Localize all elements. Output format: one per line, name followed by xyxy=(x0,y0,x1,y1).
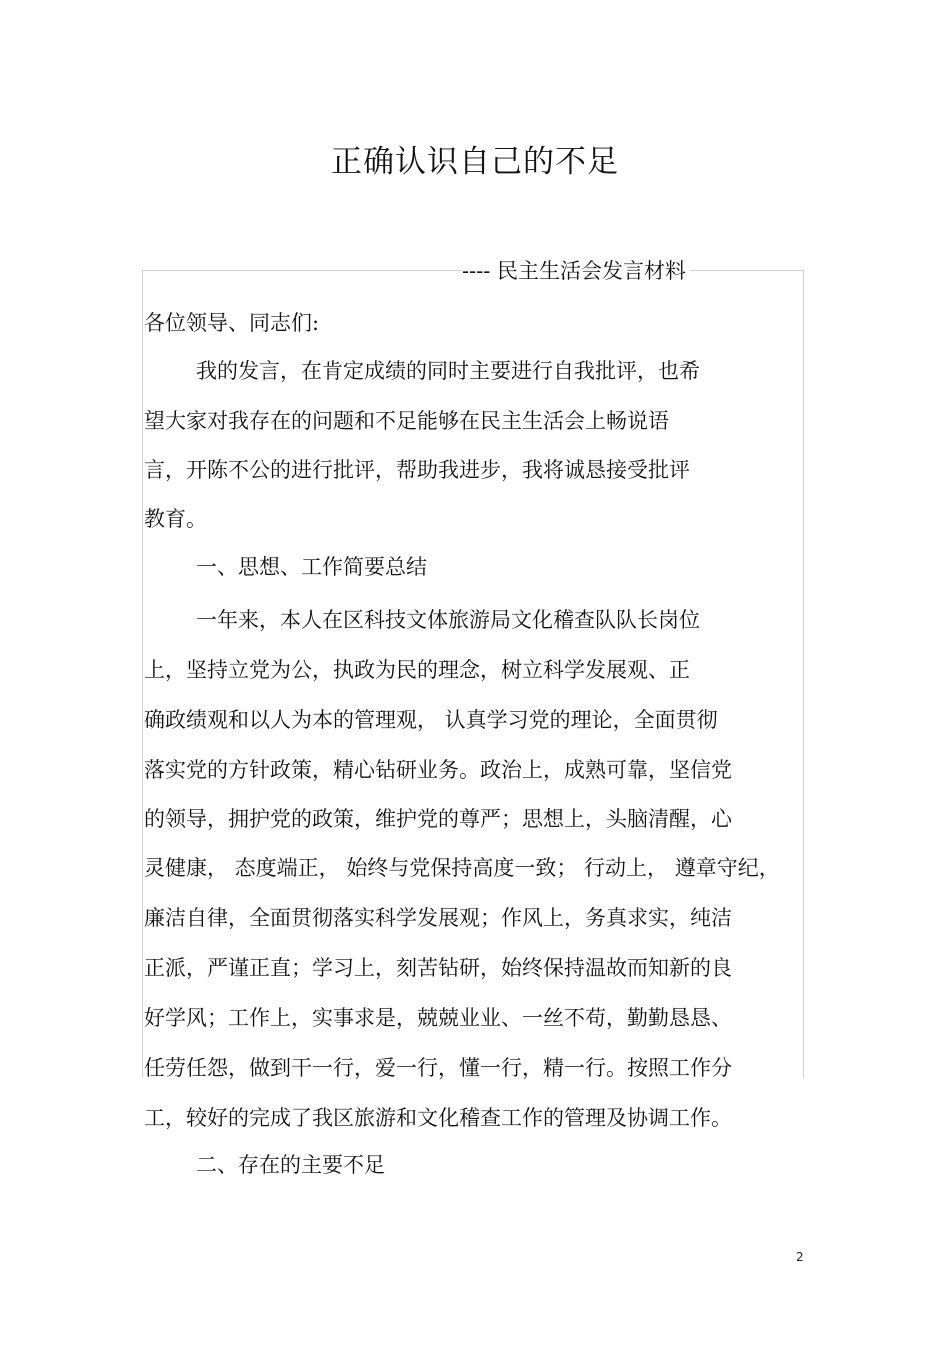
paragraph-line: 教育。 xyxy=(144,507,207,531)
paragraph-line: 言，开陈不公的进行批评，帮助我进步，我将诚恳接受批评 xyxy=(144,458,690,482)
paragraph-line: 我的发言，在肯定成绩的同时主要进行自我批评，也希 xyxy=(196,359,700,383)
paragraph-line: 上，坚持立党为公，执政为民的理念，树立科学发展观、正 xyxy=(144,658,690,682)
paragraph-line: 望大家对我存在的问题和不足能够在民主生活会上畅说语 xyxy=(144,409,669,433)
section-heading: 一、思想、工作简要总结 xyxy=(196,555,427,579)
paragraph-line: 的领导，拥护党的政策，维护党的尊严；思想上，头脑清醒，心 xyxy=(144,807,732,831)
paragraph-line: 工，较好的完成了我区旅游和文化稽查工作的管理及协调工作。 xyxy=(144,1106,732,1130)
paragraph-line: 确政绩观和以人为本的管理观， 认真学习党的理论，全面贯彻 xyxy=(144,708,718,732)
section-heading: 二、存在的主要不足 xyxy=(196,1153,385,1177)
document-title: 正确认识自己的不足 xyxy=(331,144,619,180)
paragraph-line: 落实党的方针政策，精心钻研业务。政治上，成熟可靠，坚信党 xyxy=(144,758,732,782)
paragraph-line: 一年来，本人在区科技文体旅游局文化稽查队队长岗位 xyxy=(196,608,700,632)
paragraph-line: 正派，严谨正直；学习上，刻苦钻研，始终保持温故而知新的良 xyxy=(144,956,732,980)
paragraph-line: 灵健康， 态度端正， 始终与党保持高度一致； 行动上， 遵章守纪， xyxy=(144,856,780,880)
paragraph-line: 好学风；工作上，实事求是，兢兢业业、一丝不苟，勤勤恳恳、 xyxy=(144,1006,732,1030)
salutation: 各位领导、同志们: xyxy=(144,311,320,335)
paragraph-line: 任劳任怨，做到干一行，爱一行，懂一行，精一行。按照工作分 xyxy=(144,1056,732,1080)
document-subtitle: ---- 民主生活会发言材料 xyxy=(462,256,690,286)
page-number: 2 xyxy=(796,1250,804,1264)
paragraph-line: 廉洁自律，全面贯彻落实科学发展观；作风上，务真求实，纯洁 xyxy=(144,906,732,930)
